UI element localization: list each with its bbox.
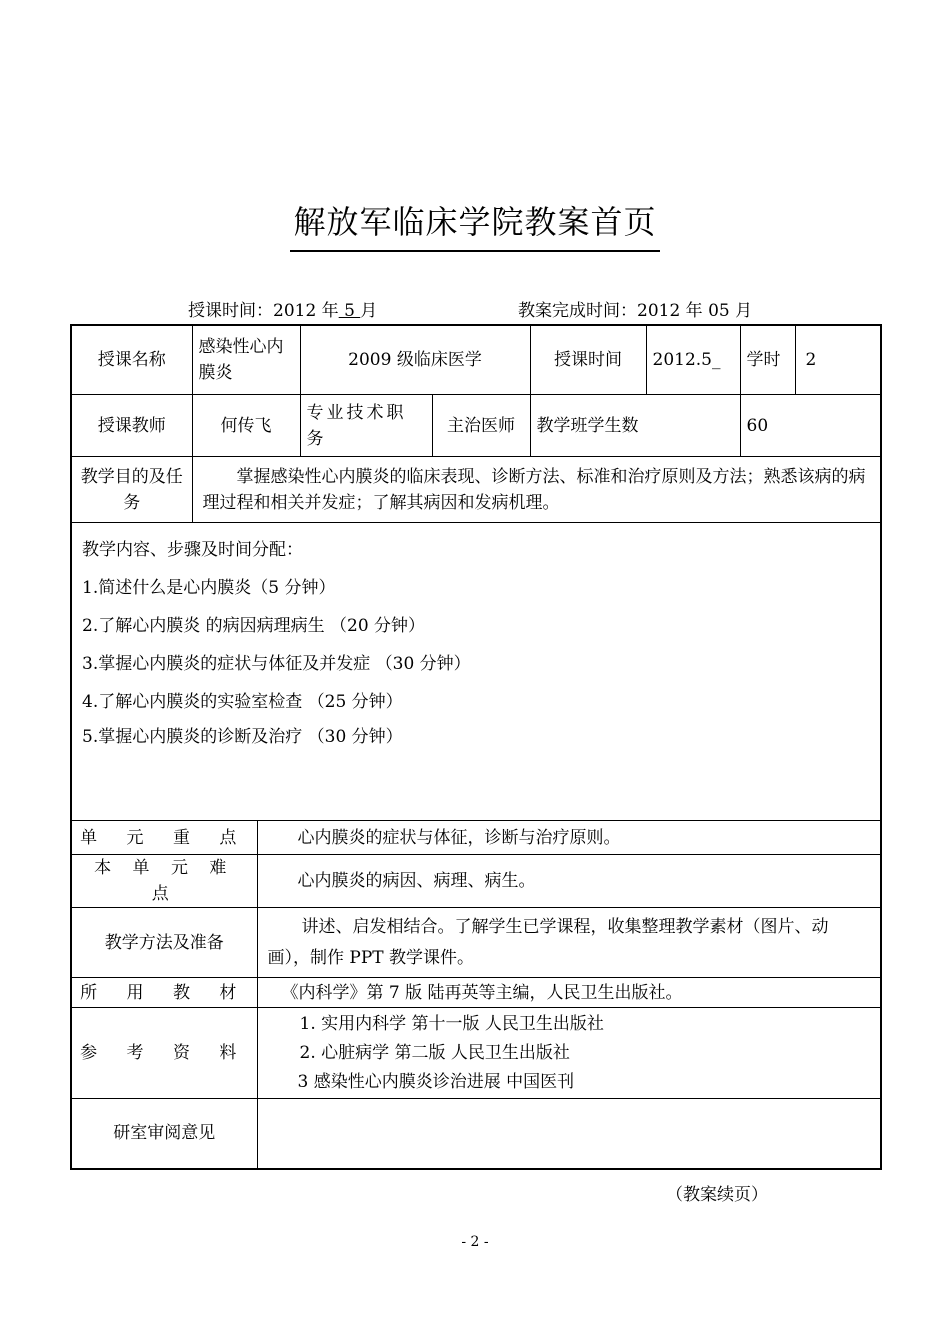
lecture-time: 2012.5_ — [646, 325, 740, 395]
class-name: 2009 级临床医学 — [300, 325, 530, 395]
hours-label: 学时 — [741, 326, 796, 394]
difficulties-label: 本 单 元 难 点 — [71, 855, 257, 908]
review-text — [257, 1099, 881, 1169]
review-label: 研室审阅意见 — [71, 1099, 257, 1169]
students-label: 教学班学生数 — [530, 395, 740, 457]
content-item: 1.简述什么是心内膜炎（5 分钟） — [82, 578, 336, 598]
key-points-label: 单 元 重 点 — [71, 821, 257, 855]
content-item: 3.掌握心内膜炎的症状与体征及并发症 （30 分钟） — [82, 654, 471, 674]
reference-item: 2. 心脏病学 第二版 人民卫生出版社 — [299, 1042, 570, 1063]
objectives-label: 教学目的及任务 — [71, 457, 192, 523]
textbook-label: 所 用 教 材 — [71, 978, 257, 1008]
references-cell — [257, 1008, 881, 1099]
teacher-label: 授课教师 — [71, 395, 192, 457]
reference-item: 3 感染性心内膜炎诊治进展 中国医刊 — [297, 1071, 575, 1092]
lecture-time-label: 授课时间 — [530, 325, 646, 395]
textbook-text: 《内科学》第 7 版 陆再英等主编，人民卫生出版社。 — [257, 978, 881, 1008]
references-label: 参 考 资 料 — [71, 1008, 257, 1099]
methods-text: 讲述、启发相结合。了解学生已学课程，收集整理教学素材（图片、动画），制作 PPT 教学课件。 — [257, 908, 881, 978]
professional-title: 主治医师 — [432, 395, 530, 457]
content-heading: 教学内容、步骤及时间分配： — [82, 540, 303, 560]
row-key-points — [71, 821, 881, 855]
row-review — [71, 1099, 881, 1169]
hours-value: 2 — [805, 350, 817, 370]
objectives-text: 掌握感染性心内膜炎的临床表现、诊断方法、标准和治疗原则及方法；熟悉该病的病理过程和相关并发症；了解其病因和发病机理。 — [192, 457, 881, 523]
reference-item: 1. 实用内科学 第十一版 人民卫生出版社 — [299, 1013, 604, 1034]
row-content — [71, 523, 881, 821]
row-teacher — [71, 395, 881, 457]
content-item: 5.掌握心内膜炎的诊断及治疗 （30 分钟） — [82, 727, 403, 747]
lecture-date — [188, 300, 377, 322]
course-name-label: 授课名称 — [71, 325, 192, 395]
teacher-name: 何传飞 — [192, 395, 300, 457]
professional-title-label: 专业技术职务 — [300, 395, 432, 457]
hours-cell — [740, 325, 881, 395]
page-number: - 2 - — [461, 1234, 489, 1250]
row-methods — [71, 908, 881, 978]
row-objectives — [71, 457, 881, 523]
row-difficulties — [71, 855, 881, 908]
row-textbook — [71, 978, 881, 1008]
page-title: 解放军临床学院教案首页 — [290, 200, 660, 252]
content-item: 2.了解心内膜炎 的病因病理病生 （20 分钟） — [82, 616, 426, 636]
row-references — [71, 1008, 881, 1099]
row-course — [71, 325, 881, 395]
difficulties-text: 心内膜炎的病因、病理、病生。 — [257, 855, 881, 908]
lesson-plan-table — [70, 324, 882, 1170]
methods-label: 教学方法及准备 — [71, 908, 257, 978]
students-count: 60 — [740, 395, 881, 457]
lecture-month: 5 — [338, 301, 361, 321]
completion-date: 教案完成时间：2012 年 05 月 — [518, 301, 753, 321]
continuation-note: （教案续页） — [666, 1185, 768, 1205]
lecture-date-label: 授课时间：2012 年 — [188, 301, 339, 321]
content-item: 4.了解心内膜炎的实验室检查 （25 分钟） — [82, 692, 403, 712]
lecture-month-suffix: 月 — [360, 301, 378, 321]
course-name: 感染性心内膜炎 — [192, 325, 300, 395]
content-cell — [71, 523, 881, 821]
key-points-text: 心内膜炎的症状与体征，诊断与治疗原则。 — [257, 821, 881, 855]
